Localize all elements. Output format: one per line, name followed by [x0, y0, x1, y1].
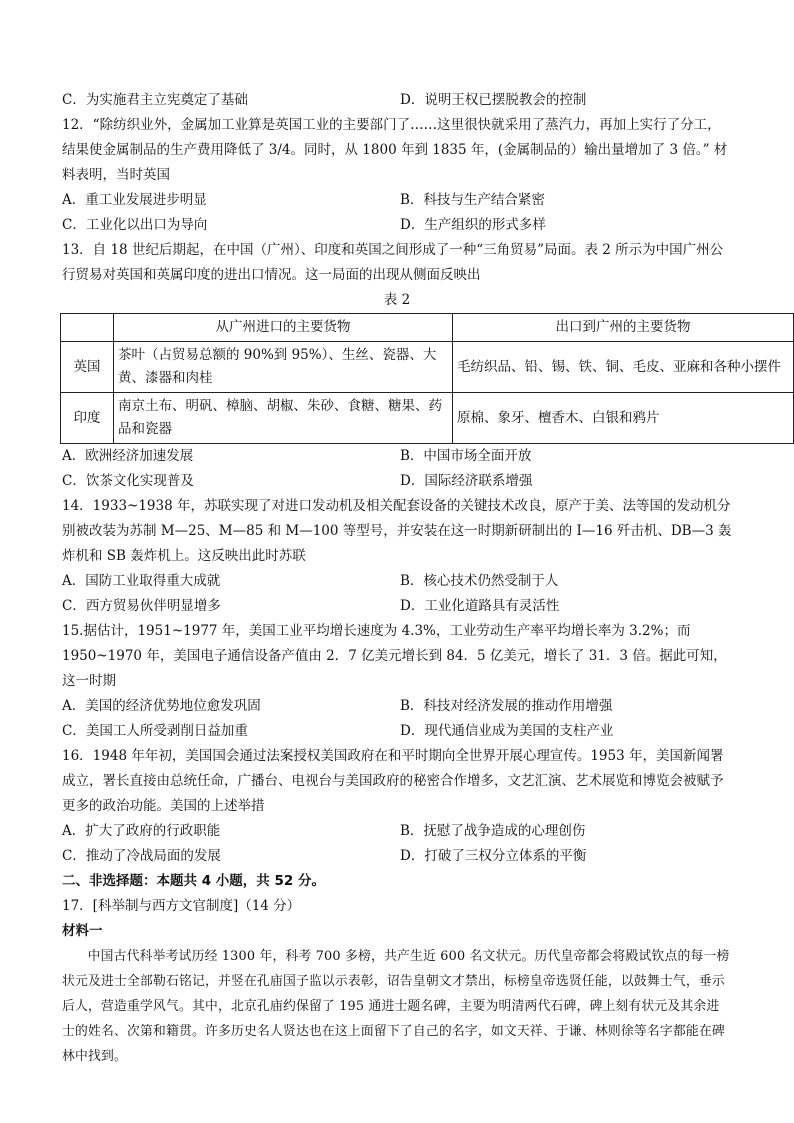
- trade-table: [60, 313, 794, 444]
- q12-options-row-1: [62, 188, 732, 213]
- q12-option-b[interactable]: B．科技与生产结合紧密: [400, 192, 545, 208]
- q11-options-row: [62, 88, 732, 113]
- table-cell-imports: 茶叶（占贸易总额的 90%到 95%）、生丝、瓷器、大黄、漆器和肉桂: [114, 342, 453, 393]
- q13-option-b[interactable]: B．中国市场全面开放: [400, 448, 532, 464]
- q13-option-d[interactable]: D．国际经济联系增强: [400, 473, 533, 489]
- q15-option-c[interactable]: C．美国工人所受剥削日益加重: [62, 723, 248, 739]
- q11-option-d[interactable]: D．说明王权已摆脱教会的控制: [400, 92, 587, 108]
- table-header-imports: 从广州进口的主要货物: [114, 314, 453, 342]
- q12-options-row-2: [62, 213, 732, 238]
- q17-title: 17．[科举制与西方文官制度]（14 分）: [62, 898, 301, 914]
- q13-stem: 13．自 18 世纪后期起，在中国（广州）、印度和英国之间形成了一种“三角贸易”局面。表 2 所示为中国广州公行贸易对英国和英属印度的进出口情况。这一局面的出现从侧面反映出: [62, 242, 724, 283]
- table-row: [61, 393, 794, 444]
- section-heading: 二、非选择题：本题共 4 小题，共 52 分。: [62, 873, 325, 889]
- q12-option-d[interactable]: D．生产组织的形式多样: [400, 217, 546, 233]
- q16-option-c[interactable]: C．推动了冷战局面的发展: [62, 848, 221, 864]
- q15-option-b[interactable]: B．科技对经济发展的推动作用增强: [400, 698, 613, 714]
- table-title: 表 2: [383, 292, 411, 308]
- q16-stem: 16．1948 年年初，美国国会通过法案授权美国政府在和平时期向全世界开展心理宣传。1953 年，美国新闻署成立，署长直接由总统任命，广播台、电视台与美国政府的秘密合作增多，文艺汇演、艺术展览和博览会被赋予更多的政治功能。美国的上述举措: [62, 748, 724, 814]
- table-cell-exports: 毛纺织品、铅、锡、铁、铜、毛皮、亚麻和各种小摆件: [453, 342, 794, 393]
- table-cell-imports: 南京土布、明矾、樟脑、胡椒、朱砂、食糖、糖果、药品和瓷器: [114, 393, 453, 444]
- q12-stem: 12．“除纺织业外，金属加工业算是英国工业的主要部门了……这里很快就采用了蒸汽力，再加上实行了分工，结果使金属制品的生产费用降低了 3/4。同时，从 1800 年到 1835 年，(金属制品的）输出量增加了 3 倍。” 材料表明，当时英国: [62, 117, 728, 183]
- q13-option-a[interactable]: A．欧洲经济加速发展: [62, 448, 194, 464]
- q11-option-c[interactable]: C．为实施君主立宪奠定了基础: [62, 92, 248, 108]
- q16-option-d[interactable]: D．打破了三权分立体系的平衡: [400, 848, 587, 864]
- q16-option-a[interactable]: A．扩大了政府的行政职能: [62, 823, 221, 839]
- q14-option-d[interactable]: D．工业化道路具有灵活性: [400, 598, 560, 614]
- q15-option-d[interactable]: D．现代通信业成为美国的支柱产业: [400, 723, 614, 739]
- q13-options-row-2: [62, 469, 732, 494]
- q15-stem: 15.据估计，1951~1977 年，美国工业平均增长速度为 4.3%，工业劳动生产率平均增长率为 3.2%；而 1950~1970 年，美国电子通信设备产值由 2．7 亿美元增长到 84．5 亿美元，增长了 31．3 倍。据此可知，这一时期: [62, 623, 727, 689]
- q14-option-a[interactable]: A．国防工业取得重大成就: [62, 573, 221, 589]
- q14-stem: 14．1933~1938 年，苏联实现了对进口发动机及相关配套设备的关键技术改良，原产于美、法等国的发动机分别被改装为苏制 M—25、M—85 和 M—100 等型号，并安装在这一时期新研制出的 I—16 歼击机、DB—3 轰炸机和 SB 轰炸机上。这反映出此时苏联: [62, 498, 732, 564]
- q16-options-row-2: [62, 844, 732, 869]
- q15-options-row-1: [62, 694, 732, 719]
- q13-options-row-1: [62, 444, 732, 469]
- exam-page: [62, 88, 781, 1069]
- table-row: [61, 342, 794, 393]
- q14-options-row-2: [62, 594, 732, 619]
- q13-option-c[interactable]: C．饮茶文化实现普及: [62, 473, 194, 489]
- q16-option-b[interactable]: B．抚慰了战争造成的心理创伤: [400, 823, 586, 839]
- table-header-exports: 出口到广州的主要货物: [453, 314, 794, 342]
- q16-options-row-1: [62, 819, 732, 844]
- q14-option-b[interactable]: B．核心技术仍然受制于人: [400, 573, 559, 589]
- material-label: 材料一: [62, 923, 103, 939]
- table-header-blank: [61, 314, 114, 342]
- q12-option-a[interactable]: A．重工业发展进步明显: [62, 192, 207, 208]
- table-cell-country: 印度: [61, 393, 114, 444]
- q14-option-c[interactable]: C．西方贸易伙伴明显增多: [62, 598, 221, 614]
- q15-option-a[interactable]: A．美国的经济优势地位愈发巩固: [62, 698, 261, 714]
- q15-options-row-2: [62, 719, 732, 744]
- q14-options-row-1: [62, 569, 732, 594]
- table-header-row: [61, 314, 794, 342]
- table-cell-country: 英国: [61, 342, 114, 393]
- material-text: 中国古代科举考试历经 1300 年，科考 700 多榜，共产生近 600 名文状元。历代皇帝都会将殿试钦点的每一榜状元及进士全部勒石铭记，并竖在孔庙国子监以示表彰，诏告皇朝文才禁出，标榜皇帝选贤任能，以鼓舞士气，垂示后人，营造重学风气。其中，北京孔庙约保留了 195 通进士题名碑，主要为明清两代石碑，碑上刻有状元及其余进士的姓名、次第和籍贯。许多历史名人贤达也在这上面留下了自己的名字，如文天祥、于谦、林则徐等名字都能在碑林中找到。: [62, 949, 730, 1064]
- table-cell-exports: 原棉、象牙、檀香木、白银和鸦片: [453, 393, 794, 444]
- q12-option-c[interactable]: C．工业化以出口为导向: [62, 217, 208, 233]
